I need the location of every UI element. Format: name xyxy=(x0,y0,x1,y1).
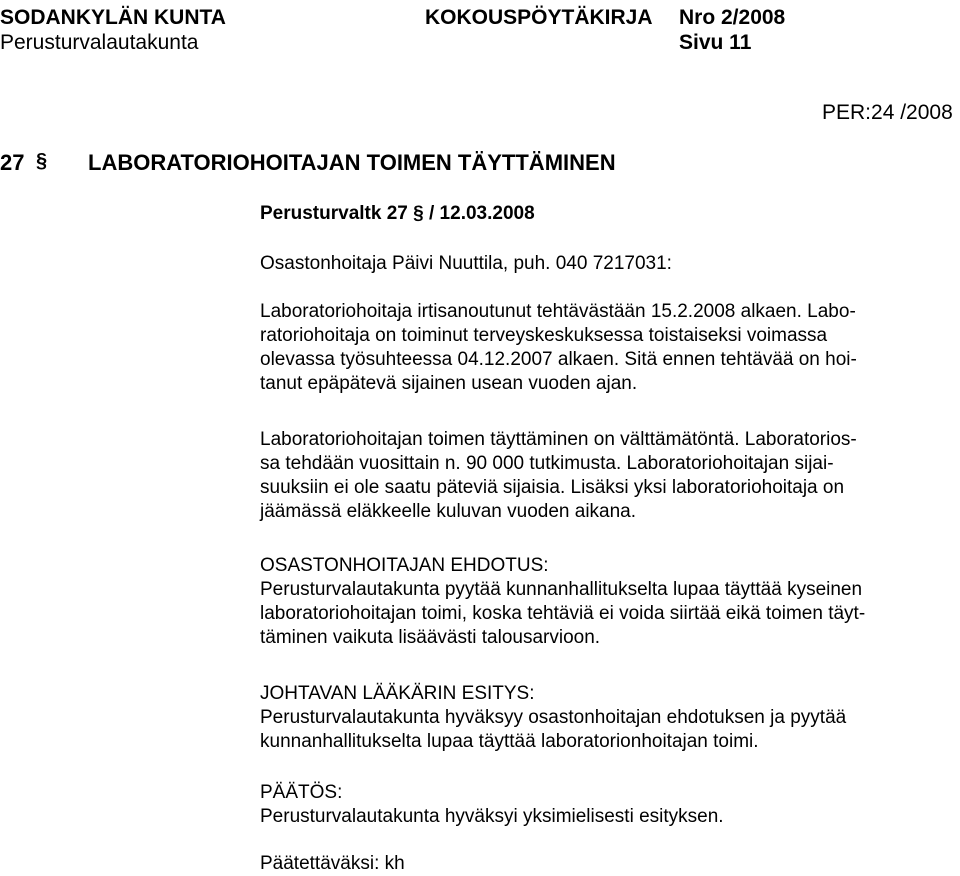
reference-number: PER:24 /2008 xyxy=(822,101,953,124)
document-type: KOKOUSPÖYTÄKIRJA xyxy=(425,6,653,29)
municipality-name: SODANKYLÄN KUNTA xyxy=(0,6,226,29)
paragraph-line: olevassa työsuhteessa 04.12.2007 alkaen. Sitä ennen tehtävää on hoi- xyxy=(260,349,857,370)
chief-proposal-section xyxy=(260,682,960,754)
chief-proposal-line: kunnanhallitukselta lupaa täyttää laboratorionhoitajan toimi. xyxy=(260,731,759,752)
proposal-line: täminen vaikuta lisäävästi talousarvioon. xyxy=(260,627,601,648)
meeting-reference-symbol: § xyxy=(413,203,424,224)
decision-text: Perusturvalautakunta hyväksyi yksimielisesti esityksen. xyxy=(260,806,724,827)
decision-heading: PÄÄTÖS: xyxy=(260,782,343,803)
section-symbol: § xyxy=(36,150,48,172)
executors: Päätettäväksi: kh xyxy=(260,853,405,874)
paragraph-background xyxy=(260,300,960,396)
paragraph-line: Laboratoriohoitaja irtisanoutunut tehtävästään 15.2.2008 alkaen. Labo- xyxy=(260,301,856,322)
section-number: 27 xyxy=(0,150,25,175)
paragraph-line: suuksiin ei ole saatu päteviä sijaisia. Lisäksi yksi laboratoriohoitaja on xyxy=(260,477,845,498)
document-number: Nro 2/2008 xyxy=(679,6,786,29)
paragraph-line: Laboratoriohoitajan toimen täyttäminen on välttämätöntä. Laboratorios- xyxy=(260,429,857,450)
paragraph-line: tanut epäpätevä sijainen usean vuoden ajan. xyxy=(260,373,638,394)
decision-section xyxy=(260,781,960,829)
proposal-line: laboratoriohoitajan toimi, koska tehtäviä ei voida siirtää eikä toimen täyt- xyxy=(260,603,866,624)
paragraph-necessity xyxy=(260,428,960,524)
chief-proposal-line: Perusturvalautakunta hyväksyy osastonhoitajan ehdotuksen ja pyytää xyxy=(260,707,847,728)
proposal-line: Perusturvalautakunta pyytää kunnanhallitukselta lupaa täyttää kyseinen xyxy=(260,579,863,600)
section-title: LABORATORIOHOITAJAN TOIMEN TÄYTTÄMINEN xyxy=(88,150,616,175)
board-name: Perusturvalautakunta xyxy=(0,31,199,54)
paragraph-line: sa tehdään vuosittain n. 90 000 tutkimusta. Laboratoriohoitajan sijai- xyxy=(260,453,834,474)
paragraph-line: ratoriohoitaja on toiminut terveyskeskuksessa toistaiseksi voimassa xyxy=(260,325,828,346)
proposal-heading: OSASTONHOITAJAN EHDOTUS: xyxy=(260,555,549,576)
page-number: Sivu 11 xyxy=(679,31,752,54)
meeting-reference-date: / 12.03.2008 xyxy=(429,203,535,224)
chief-proposal-heading: JOHTAVAN LÄÄKÄRIN ESITYS: xyxy=(260,683,535,704)
meeting-reference-text: Perusturvaltk 27 xyxy=(260,203,408,224)
paragraph-line: jäämässä eläkkeelle kuluvan vuoden aikana. xyxy=(260,501,637,522)
preparer: Osastonhoitaja Päivi Nuuttila, puh. 040 7217031: xyxy=(260,253,672,274)
meeting-reference xyxy=(260,203,535,225)
proposal-section xyxy=(260,554,960,650)
